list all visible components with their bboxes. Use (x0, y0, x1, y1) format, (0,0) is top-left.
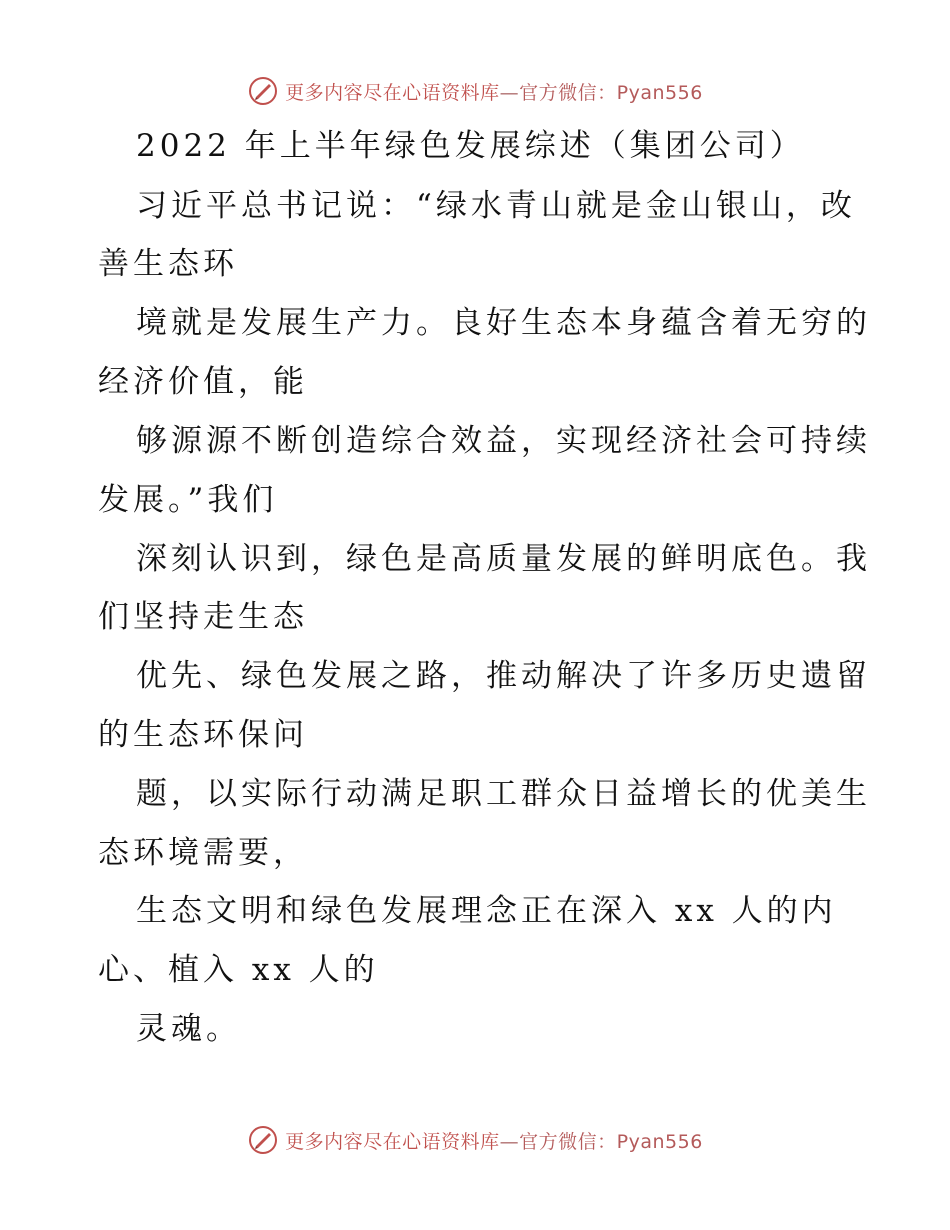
footer-watermark (0, 1120, 950, 1160)
paragraph-line: 优先、绿色发展之路，推动解决了许多历史遗留 (136, 658, 871, 694)
paragraph-line: 够源源不断创造综合效益，实现经济社会可持续 (136, 423, 871, 459)
paragraph-line: 心、植入 xx 人的 (98, 952, 379, 988)
paragraph-line: 态环境需要， (98, 835, 308, 871)
pen-logo-icon (247, 75, 279, 107)
header-watermark (0, 71, 950, 111)
paragraph-line: 灵魂。 (136, 1011, 241, 1047)
paragraph-line: 经济价值，能 (98, 364, 308, 400)
paragraph-line: 们坚持走生态 (98, 599, 308, 635)
paragraph-line: 习近平总书记说：“绿水青山就是金山银山，改 (136, 188, 856, 224)
paragraph-line: 善生态环 (98, 246, 238, 282)
pen-logo-icon (247, 1124, 279, 1156)
paragraph-line: 深刻认识到，绿色是高质量发展的鲜明底色。我 (136, 541, 871, 577)
paragraph-line: 题，以实际行动满足职工群众日益增长的优美生 (136, 776, 871, 812)
watermark-separator: — (499, 81, 520, 104)
watermark-text: 更多内容尽在心语资料库 (285, 1130, 500, 1153)
watermark-separator: — (499, 1130, 520, 1153)
paragraph-line: 的生态环保问 (98, 717, 308, 753)
watermark-contact: 官方微信：Pyan556 (519, 81, 703, 104)
paragraph-line: 境就是发展生产力。良好生态本身蕴含着无穷的 (136, 305, 871, 341)
paragraph-line: 生态文明和绿色发展理念正在深入 xx 人的内 (136, 893, 837, 929)
watermark-text: 更多内容尽在心语资料库 (285, 81, 500, 104)
paragraph-line: 发展。”我们 (98, 482, 278, 518)
document-title: 2022 年上半年绿色发展综述（集团公司） (136, 128, 805, 164)
watermark-contact: 官方微信：Pyan556 (519, 1130, 703, 1153)
